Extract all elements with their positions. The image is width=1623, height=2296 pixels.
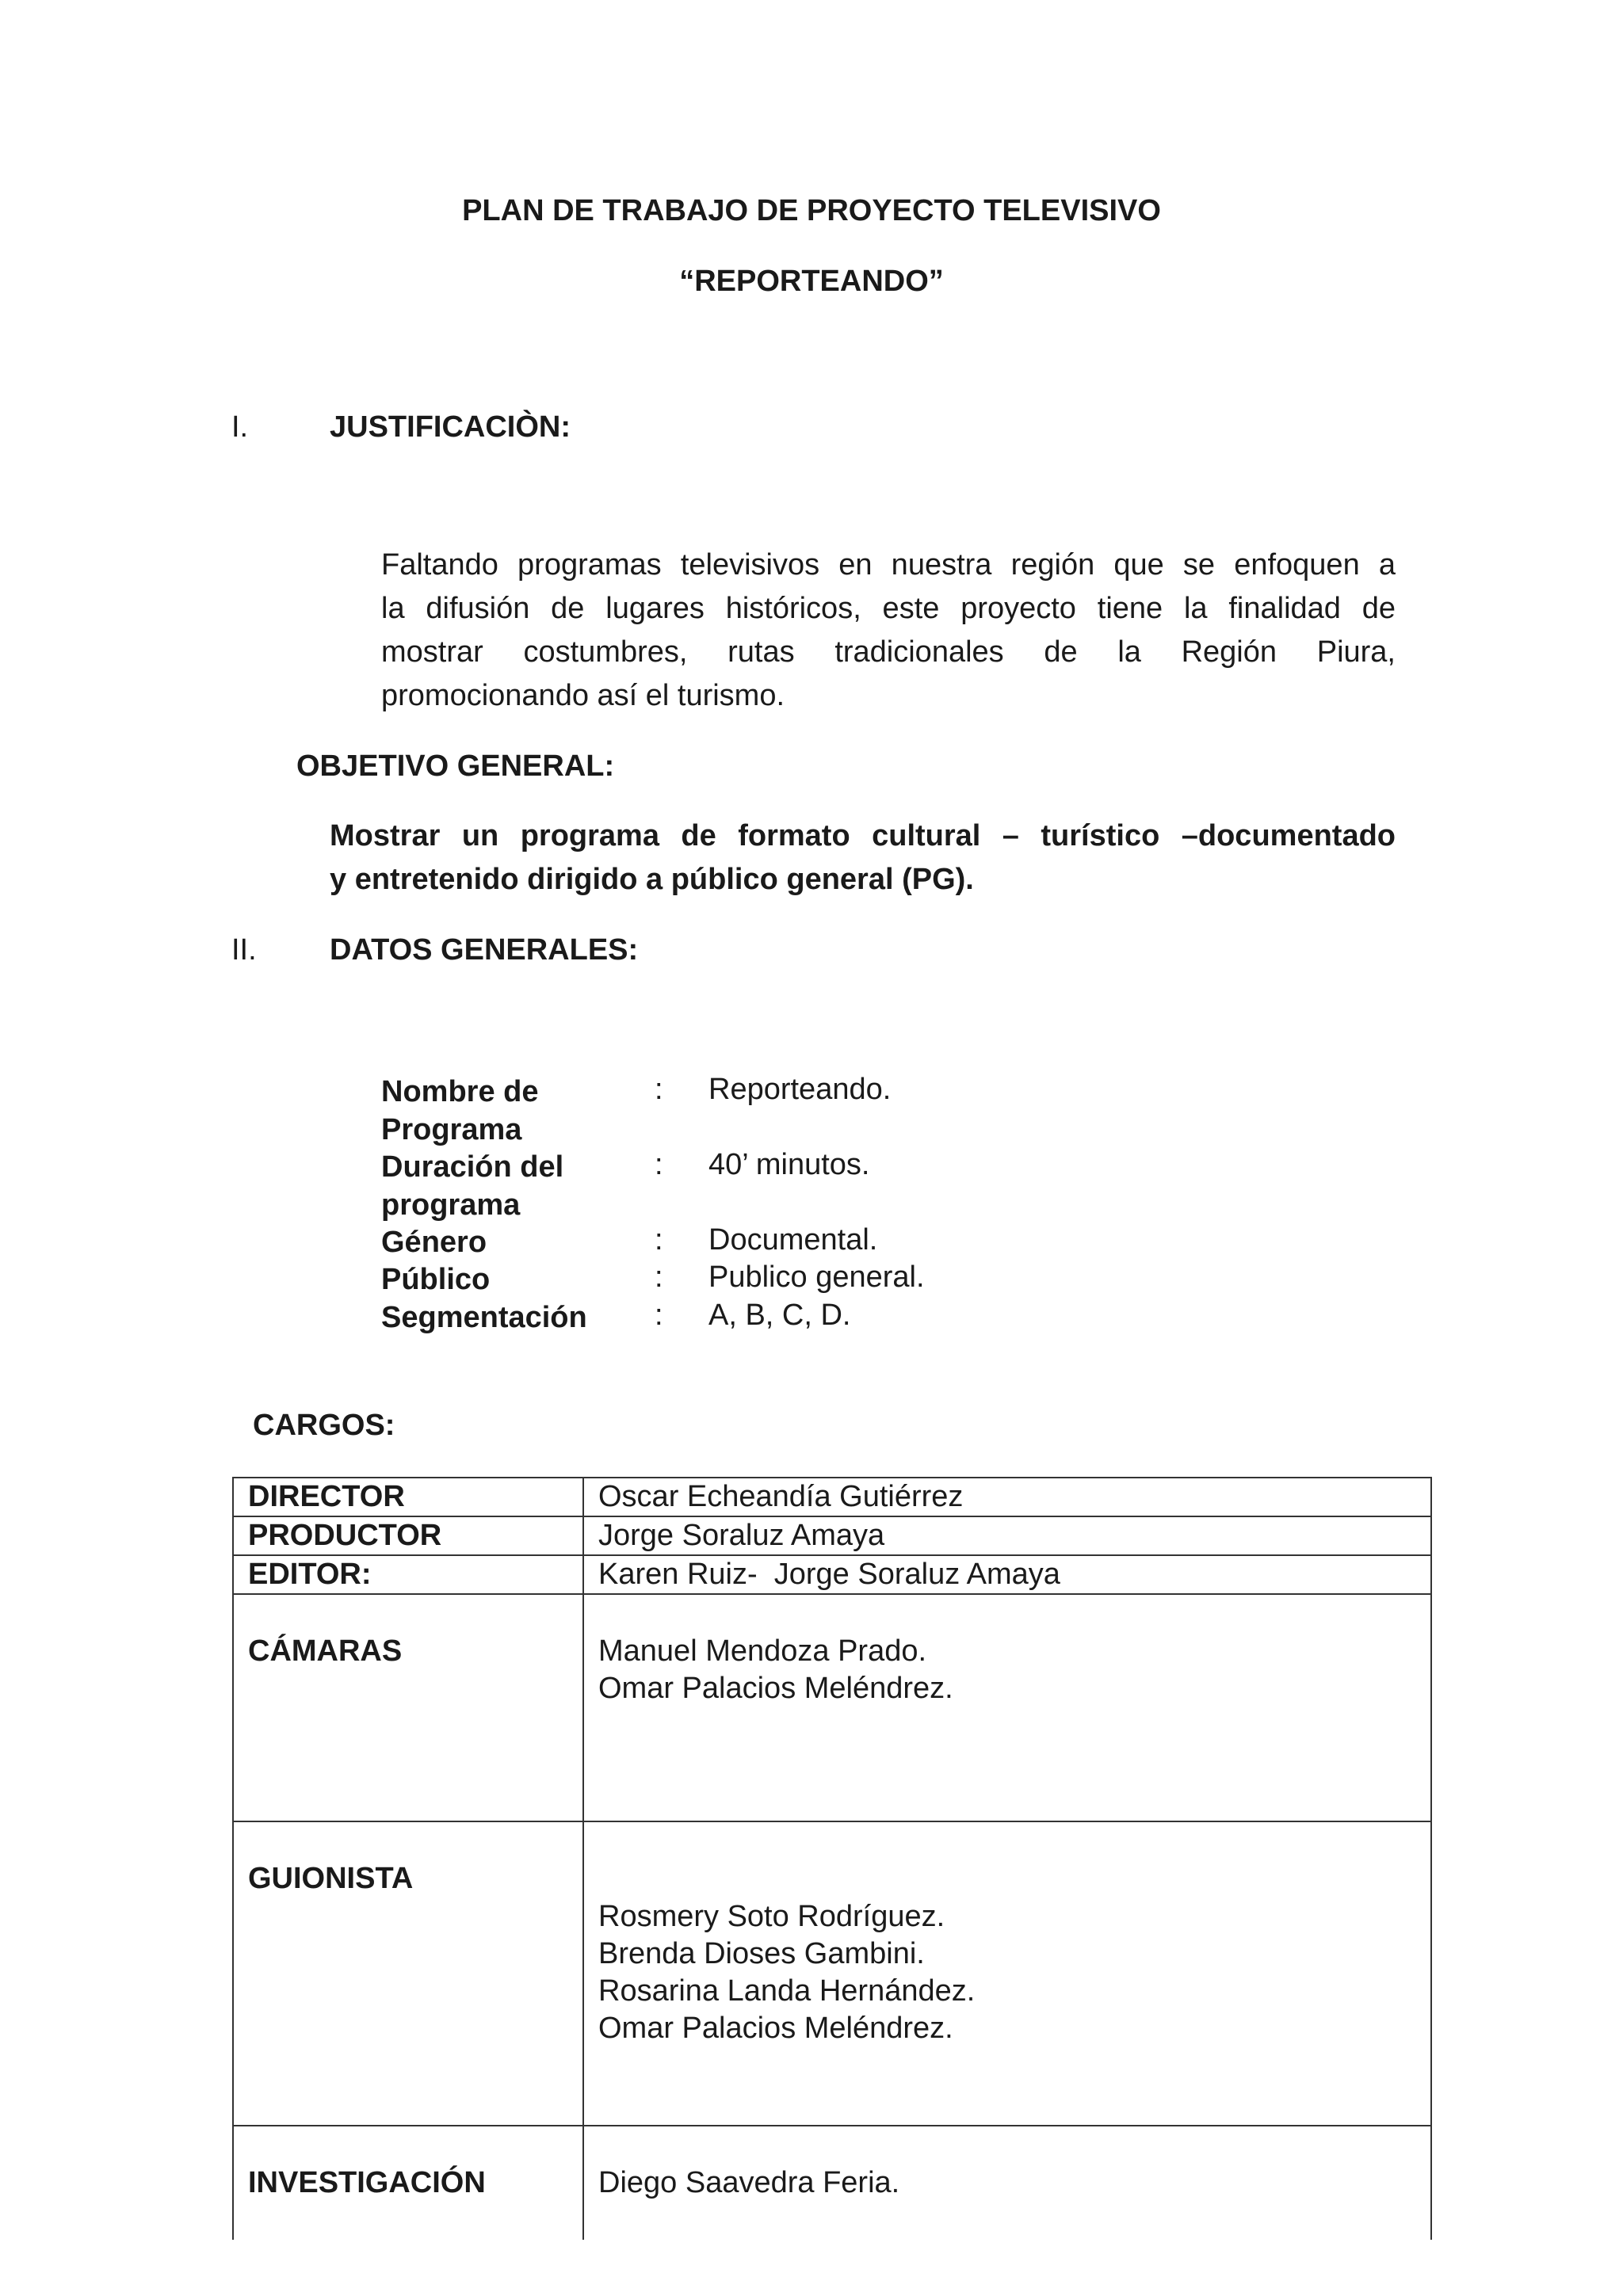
datos-value: A, B, C, D.	[708, 1299, 851, 1332]
justificacion-paragraph	[381, 543, 1396, 718]
objetivo-heading: OBJETIVO GENERAL:	[296, 749, 615, 783]
datos-colon: :	[655, 1073, 663, 1106]
role-cell: GUIONISTA	[233, 1821, 583, 2126]
people-cell	[583, 1821, 1431, 2126]
datos-label: Nombre de	[381, 1075, 539, 1108]
datos-colon: :	[655, 1223, 663, 1257]
datos-value: Publico general.	[708, 1261, 925, 1294]
people-cell	[583, 1594, 1431, 1821]
section-1-number: I.	[231, 410, 249, 444]
role-cell: CÁMARAS	[233, 1594, 583, 1821]
role-cell: EDITOR:	[233, 1555, 583, 1594]
datos-label: Programa	[381, 1113, 522, 1146]
person-name: Oscar Echeandía Gutiérrez	[598, 1480, 964, 1513]
role-cell: INVESTIGACIÓN	[233, 2126, 583, 2240]
datos-value: 40’ minutos.	[708, 1148, 870, 1181]
person-name: Diego Saavedra Feria.	[598, 2166, 900, 2199]
section-1-title: JUSTIFICACIÒN:	[330, 410, 571, 444]
person-name: Brenda Dioses Gambini.	[598, 1937, 925, 1970]
person-name: Manuel Mendoza Prado.	[598, 1634, 927, 1668]
person-name: Rosmery Soto Rodríguez.	[598, 1900, 945, 1933]
objetivo-line: Mostrar un programa de formato cultural – turístico –documentado	[330, 819, 1396, 852]
datos-colon: :	[655, 1299, 663, 1332]
datos-label: programa	[381, 1188, 521, 1222]
cargos-heading: CARGOS:	[253, 1409, 395, 1442]
person-name: Omar Palacios Meléndrez.	[598, 1672, 953, 1705]
role-cell: DIRECTOR	[233, 1478, 583, 1516]
datos-label: Público	[381, 1263, 491, 1296]
table-row	[233, 1821, 1431, 2126]
objetivo-paragraph	[330, 814, 1396, 902]
table-row	[233, 1594, 1431, 1821]
justificacion-line: mostrar costumbres, rutas tradicionales de la Región Piura,	[381, 635, 1396, 669]
person-name: Omar Palacios Meléndrez.	[598, 2012, 953, 2045]
datos-label: Género	[381, 1226, 487, 1259]
person-name: Rosarina Landa Hernández.	[598, 1974, 976, 2008]
datos-label: Duración del	[381, 1150, 564, 1184]
datos-value: Documental.	[708, 1223, 878, 1257]
section-2-title: DATOS GENERALES:	[330, 933, 639, 967]
document-subtitle: “REPORTEANDO”	[679, 265, 944, 298]
cargos-table	[232, 1477, 1432, 2240]
table-row	[233, 1555, 1431, 1594]
person-name: Karen Ruiz- Jorge Soraluz Amaya	[598, 1558, 1060, 1591]
section-2-number: II.	[231, 933, 257, 967]
justificacion-line: promocionando así el turismo.	[381, 679, 785, 712]
table-row	[233, 1478, 1431, 1516]
objetivo-line: y entretenido dirigido a público general (PG).	[330, 863, 974, 896]
datos-colon: :	[655, 1148, 663, 1181]
table-row	[233, 2126, 1431, 2240]
people-cell	[583, 1478, 1431, 1516]
person-name: Jorge Soraluz Amaya	[598, 1519, 885, 1552]
people-cell	[583, 1516, 1431, 1555]
people-cell	[583, 1555, 1431, 1594]
datos-label: Segmentación	[381, 1301, 587, 1334]
document-title: PLAN DE TRABAJO DE PROYECTO TELEVISIVO	[462, 194, 1161, 227]
datos-value: Reporteando.	[708, 1073, 892, 1106]
table-row	[233, 1516, 1431, 1555]
role-cell: PRODUCTOR	[233, 1516, 583, 1555]
people-cell	[583, 2126, 1431, 2240]
datos-colon: :	[655, 1261, 663, 1294]
justificacion-line: Faltando programas televisivos en nuestra región que se enfoquen a	[381, 548, 1396, 582]
justificacion-line: la difusión de lugares históricos, este proyecto tiene la finalidad de	[381, 592, 1396, 625]
